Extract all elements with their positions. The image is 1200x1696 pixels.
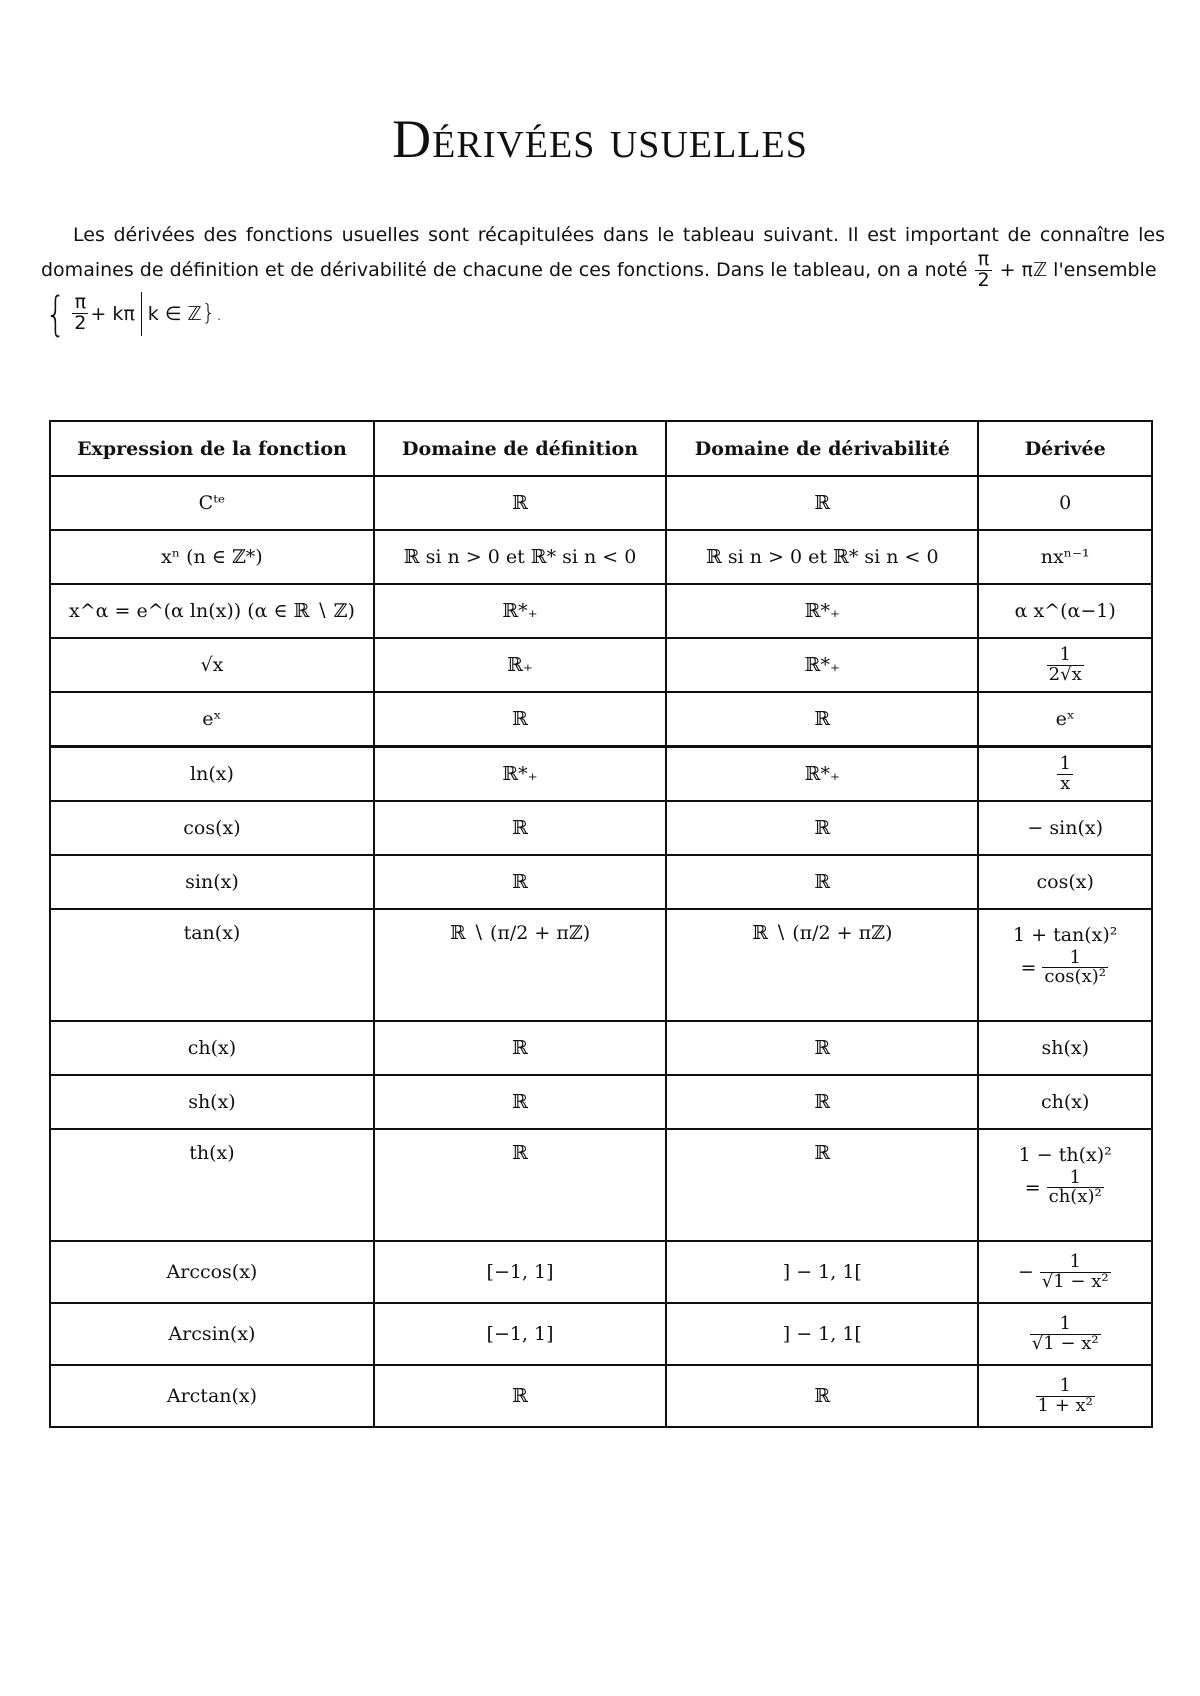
cell-deriv: nxⁿ⁻¹ xyxy=(978,530,1152,584)
cell-der-domain: ℝ si n > 0 et ℝ* si n < 0 xyxy=(666,530,978,584)
table-row xyxy=(50,855,1152,909)
cell-der-domain: ℝ ∖ (π/2 + πℤ) xyxy=(666,909,978,1021)
cell-def: ℝ xyxy=(374,1365,666,1427)
cell-expr: Arccos(x) xyxy=(50,1241,374,1303)
cell-def: [−1, 1] xyxy=(374,1241,666,1303)
cell-deriv: α x^(α−1) xyxy=(978,584,1152,638)
cell-def: ℝ xyxy=(374,1129,666,1241)
cell-deriv: − sin(x) xyxy=(978,801,1152,855)
cell-deriv: − $\frac{1}{\text{√1 − x²}}$ xyxy=(978,1241,1152,1303)
cell-der-domain: ℝ xyxy=(666,476,978,530)
cell-def: [−1, 1] xyxy=(374,1303,666,1365)
cell-expr: √x xyxy=(50,638,374,692)
table-row xyxy=(50,1365,1152,1427)
header-derivative: Dérivée xyxy=(978,421,1152,476)
cell-def: ℝ xyxy=(374,1075,666,1129)
table-row xyxy=(50,1129,1152,1241)
table-row xyxy=(50,530,1152,584)
cell-der-domain: ℝ xyxy=(666,801,978,855)
cell-der-domain: ℝ*₊ xyxy=(666,638,978,692)
cell-der-domain: ℝ xyxy=(666,692,978,747)
cell-def: ℝ xyxy=(374,476,666,530)
cell-def: ℝ si n > 0 et ℝ* si n < 0 xyxy=(374,530,666,584)
cell-expr: th(x) xyxy=(50,1129,374,1241)
cell-def: ℝ xyxy=(374,855,666,909)
cell-expr: sh(x) xyxy=(50,1075,374,1129)
cell-deriv: eˣ xyxy=(978,692,1152,747)
intro-set: { $\frac{\pi}{2}$ + kπ k ∈ ℤ }. xyxy=(45,286,223,341)
cell-expr: ch(x) xyxy=(50,1021,374,1075)
cell-deriv: cos(x) xyxy=(978,855,1152,909)
header-expression: Expression de la fonction xyxy=(50,421,374,476)
cell-def: ℝ xyxy=(374,801,666,855)
table-row xyxy=(50,476,1152,530)
cell-expr: Arctan(x) xyxy=(50,1365,374,1427)
table-row xyxy=(50,638,1152,692)
cell-deriv: $\frac{1}{\text{√1 − x²}}$ xyxy=(978,1303,1152,1365)
table-row xyxy=(50,1241,1152,1303)
cell-def: ℝ₊ xyxy=(374,638,666,692)
cell-def: ℝ xyxy=(374,1021,666,1075)
cell-expr: tan(x) xyxy=(50,909,374,1021)
cell-deriv: $\frac{1}{\text{1 + x²}}$ xyxy=(978,1365,1152,1427)
table-header-row xyxy=(50,421,1152,476)
page-title: Dérivées usuelles xyxy=(392,109,808,169)
table-row xyxy=(50,584,1152,638)
cell-der-domain: ℝ xyxy=(666,1021,978,1075)
cell-expr: x^α = e^(α ln(x)) (α ∈ ℝ ∖ ℤ) xyxy=(50,584,374,638)
table-row xyxy=(50,747,1152,802)
cell-der-domain: ℝ*₊ xyxy=(666,747,978,802)
cell-deriv: 0 xyxy=(978,476,1152,530)
cell-deriv: 1 − th(x)² = $\frac{1}{\text{ch(x)²}}$ xyxy=(978,1129,1152,1241)
table-row xyxy=(50,801,1152,855)
table-row xyxy=(50,1075,1152,1129)
cell-expr: eˣ xyxy=(50,692,374,747)
table-row xyxy=(50,1303,1152,1365)
derivatives-table xyxy=(49,420,1153,1428)
table-row xyxy=(50,1021,1152,1075)
cell-expr: cos(x) xyxy=(50,801,374,855)
cell-der-domain: ℝ xyxy=(666,855,978,909)
cell-expr: Cᵗᵉ xyxy=(50,476,374,530)
cell-expr: Arcsin(x) xyxy=(50,1303,374,1365)
intro-text-1: Les dérivées des fonctions usuelles sont récapitulées dans le tableau suivant. Il est important de connaître les domaines de définition et de dérivabilité de chacune de ces fonctions. Dans le tableau, on a noté xyxy=(41,224,1165,281)
cell-def: ℝ ∖ (π/2 + πℤ) xyxy=(374,909,666,1021)
cell-def: ℝ*₊ xyxy=(374,584,666,638)
cell-der-domain: ℝ xyxy=(666,1075,978,1129)
intro-text-2: + πℤ l'ensemble xyxy=(999,258,1157,281)
intro-paragraph xyxy=(41,220,1165,339)
cell-def: ℝ xyxy=(374,692,666,747)
cell-deriv: ch(x) xyxy=(978,1075,1152,1129)
cell-expr: sin(x) xyxy=(50,855,374,909)
cell-der-domain: ℝ xyxy=(666,1365,978,1427)
cell-def: ℝ*₊ xyxy=(374,747,666,802)
cell-deriv: sh(x) xyxy=(978,1021,1152,1075)
table-row xyxy=(50,692,1152,747)
cell-der-domain: ] − 1, 1[ xyxy=(666,1303,978,1365)
header-domain-derivability: Domaine de dérivabilité xyxy=(666,421,978,476)
cell-der-domain: ℝ xyxy=(666,1129,978,1241)
derivatives-table-wrapper xyxy=(49,420,1153,1428)
cell-expr: ln(x) xyxy=(50,747,374,802)
cell-expr: xⁿ (n ∈ ℤ*) xyxy=(50,530,374,584)
cell-der-domain: ] − 1, 1[ xyxy=(666,1241,978,1303)
cell-deriv: $\frac{1}{2√x}$ xyxy=(978,638,1152,692)
cell-deriv: 1 + tan(x)² = $\frac{1}{\text{cos(x)²}}$ xyxy=(978,909,1152,1021)
cell-deriv: $\frac{1}{x}$ xyxy=(978,747,1152,802)
header-domain-definition: Domaine de définition xyxy=(374,421,666,476)
cell-der-domain: ℝ*₊ xyxy=(666,584,978,638)
table-row xyxy=(50,909,1152,1021)
intro-fraction: $\frac{\pi}{2}$ xyxy=(977,248,990,291)
